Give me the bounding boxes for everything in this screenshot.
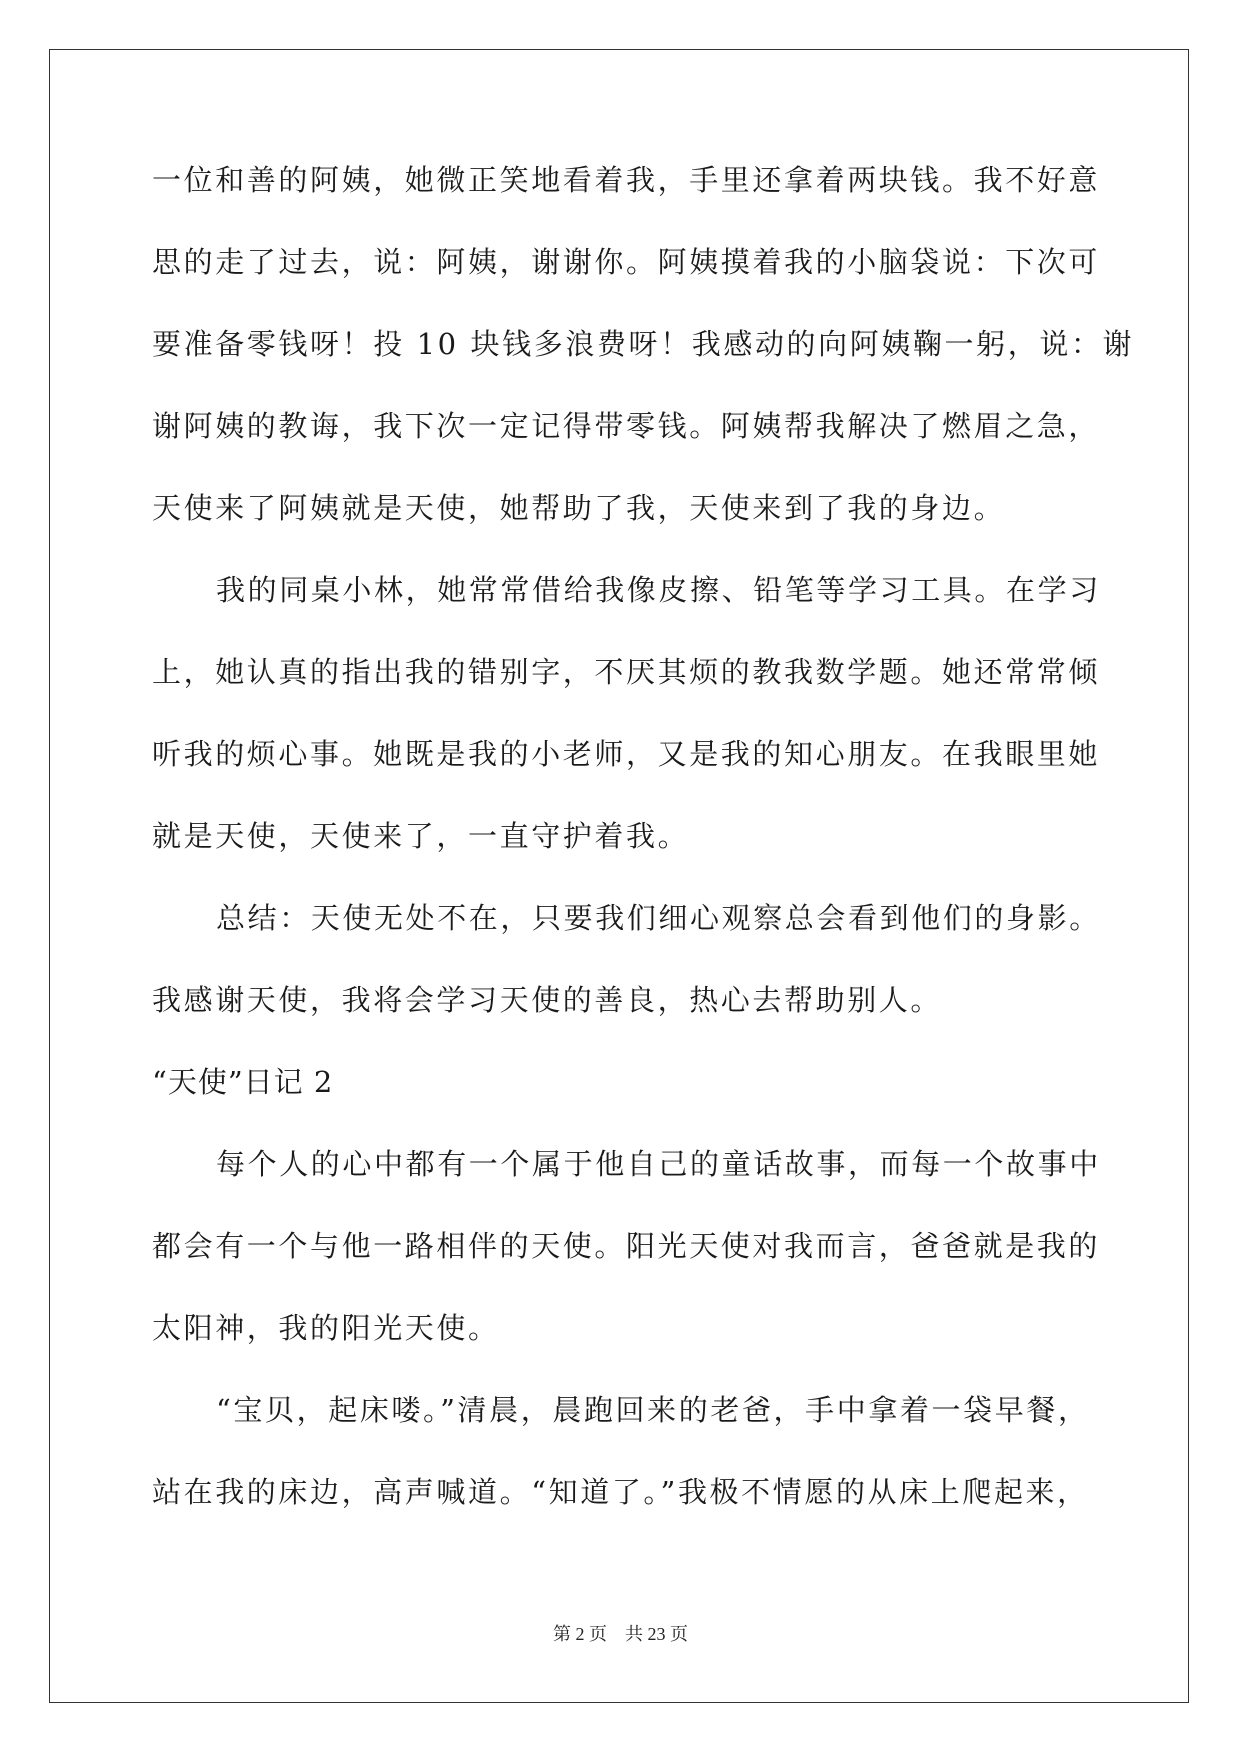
paragraph-start-line: 我的同桌小林，她常常借给我像皮擦、铅笔等学习工具。在学习 <box>216 573 1101 607</box>
text-line: 要准备零钱呀！投 10 块钱多浪费呀！我感动的向阿姨鞠一躬，说：谢 <box>152 327 1135 361</box>
paragraph-start-line: “宝贝，起床喽。”清晨，晨跑回来的老爸，手中拿着一袋早餐， <box>216 1393 1090 1427</box>
text-line: 上，她认真的指出我的错别字，不厌其烦的教我数学题。她还常常倾 <box>152 655 1101 689</box>
text-line: 站在我的床边，高声喊道。“知道了。”我极不情愿的从床上爬起来， <box>152 1475 1089 1509</box>
text-line: 就是天使，天使来了，一直守护着我。 <box>152 819 690 853</box>
paragraph-start-line: 总结：天使无处不在，只要我们细心观察总会看到他们的身影。 <box>216 901 1101 935</box>
page-footer <box>0 1620 1241 1646</box>
page-total: 共 23 页 <box>625 1624 688 1644</box>
page-number: 第 2 页 <box>553 1624 607 1644</box>
text-line: 太阳神，我的阳光天使。 <box>152 1311 500 1345</box>
document-body <box>152 160 1135 1554</box>
paragraph-start-line: 每个人的心中都有一个属于他自己的童话故事，而每一个故事中 <box>216 1147 1101 1181</box>
text-line: 我感谢天使，我将会学习天使的善良，热心去帮助别人。 <box>152 983 943 1017</box>
text-line: 天使来了阿姨就是天使，她帮助了我，天使来到了我的身边。 <box>152 491 1006 525</box>
text-line: 思的走了过去，说：阿姨，谢谢你。阿姨摸着我的小脑袋说：下次可 <box>152 245 1101 279</box>
text-line: 听我的烦心事。她既是我的小老师，又是我的知心朋友。在我眼里她 <box>152 737 1101 771</box>
text-line: 都会有一个与他一路相伴的天使。阳光天使对我而言，爸爸就是我的 <box>152 1229 1101 1263</box>
text-line: 一位和善的阿姨，她微正笑地看着我，手里还拿着两块钱。我不好意 <box>152 163 1101 197</box>
text-line: 谢阿姨的教诲，我下次一定记得带零钱。阿姨帮我解决了燃眉之急， <box>152 409 1101 443</box>
section-heading: “天使”日记 2 <box>152 1065 334 1099</box>
